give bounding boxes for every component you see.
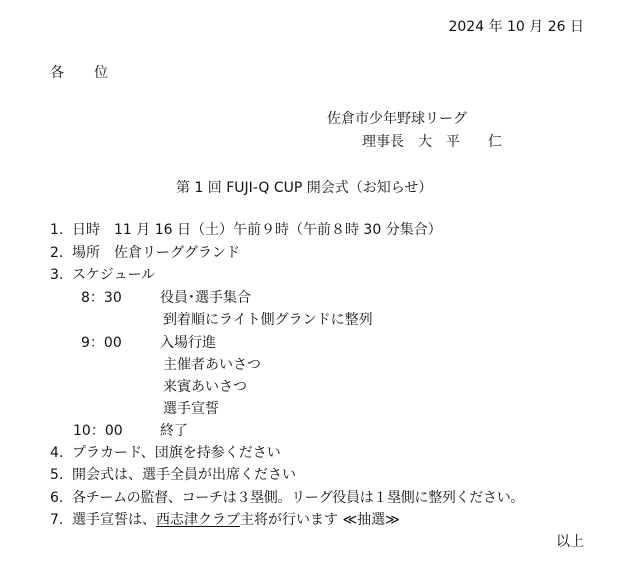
- schedule-entry: 入場行進: [160, 335, 216, 351]
- list-item-text: 日時 11 月 16 日（土）午前９時（午前８時 30 分集合）: [72, 222, 442, 238]
- schedule-entry: 役員･選手集合: [160, 290, 251, 306]
- recipient-line: [50, 64, 108, 82]
- list-item-text: 各チームの監督、コーチは３塁側。リーグ役員は１塁側に整列ください。: [72, 490, 525, 506]
- schedule-time: 8：30: [81, 290, 122, 306]
- list-item-number: 1.: [50, 222, 64, 238]
- list-item: [50, 511, 400, 529]
- schedule-time: 10：00: [73, 423, 123, 439]
- schedule-entry: 選手宣誓: [163, 401, 219, 417]
- sender-chair: 理事長 大 平 仁: [362, 134, 502, 150]
- document-date: 2024 年 10 月 26 日: [448, 19, 584, 35]
- closing-text: 以上: [556, 534, 584, 550]
- schedule-entry: 来賓あいさつ: [163, 379, 247, 395]
- list-item: [50, 444, 281, 462]
- sender-organization: 佐倉市少年野球リーグ: [327, 111, 467, 127]
- list-item-text: 主将が行います ≪抽選≫: [240, 512, 400, 528]
- list-item-text: 選手宣誓は、: [72, 512, 156, 528]
- recipient-text-a: 各: [50, 65, 64, 81]
- list-item: [50, 466, 296, 484]
- list-item-text: スケジュール: [72, 267, 156, 283]
- list-item-text: プラカード、団旗を持参ください: [72, 445, 281, 461]
- list-item-number: 7.: [50, 512, 64, 528]
- list-item-text: 開会式は、選手全員が出席ください: [72, 467, 296, 483]
- list-item-number: 6.: [50, 490, 64, 506]
- schedule-entry: 終了: [160, 423, 188, 439]
- list-item: [50, 221, 442, 239]
- list-item: [50, 244, 240, 262]
- list-item-number: 4.: [50, 445, 64, 461]
- document-title: 第 1 回 FUJI-Q CUP 開会式（お知らせ）: [176, 180, 433, 196]
- list-item-number: 2.: [50, 245, 64, 261]
- list-item: [50, 489, 524, 507]
- list-item-number: 3.: [50, 267, 64, 283]
- schedule-entry: 主催者あいさつ: [163, 357, 261, 373]
- team-name: 西志津クラブ: [156, 512, 240, 528]
- list-item-number: 5.: [50, 467, 64, 483]
- schedule-entry: 到着順にライト側グランドに整列: [163, 312, 373, 328]
- schedule-time: 9：00: [81, 335, 122, 351]
- recipient-text-b: 位: [94, 65, 108, 81]
- list-item-text: 場所 佐倉リーググランド: [72, 245, 240, 261]
- list-item: [50, 266, 155, 284]
